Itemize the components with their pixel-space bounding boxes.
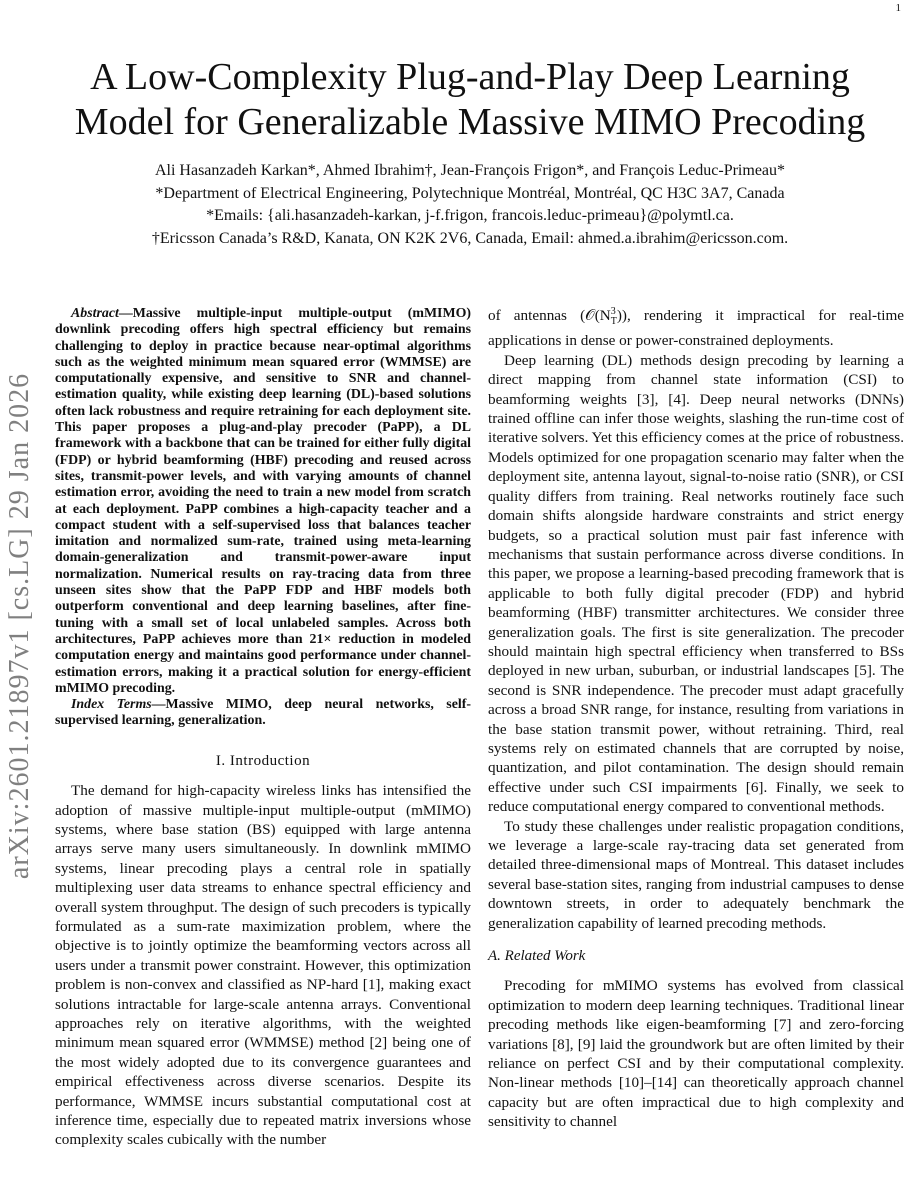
title-line-1: A Low-Complexity Plug-and-Play Deep Learning	[90, 56, 850, 98]
arxiv-stamp: arXiv:2601.21897v1 [cs.LG] 29 Jan 2026	[4, 372, 35, 880]
antenna-complexity-text: of antennas (𝒪(N	[488, 307, 611, 324]
left-column	[55, 306, 471, 1150]
intro-paragraph-1: The demand for high-capacity wireless links has intensified the adoption of massive multiple-input multiple-output (mMIMO) systems, where base station (BS) equipped with large antenna arrays serve many users simultaneously. In downlink mMIMO systems, linear precoding plays a central role in spatially multiplexing user data streams to enhance spectral efficiency and overall system throughput. The design of such precoders is typically formulated as a sum-rate maximization problem, where the objective is to jointly optimize the beamforming vectors across all users under a transmit power constraint. However, this optimization problem is non-convex and classified as NP-hard [1], making exact solutions intractable for large-scale antenna arrays. Conventional approaches rely on iterative algorithms, with the weighted minimum mean squared error (WMMSE) method [2] being one of the most widely adopted due to its convergence guarantees and empirical effectiveness across diverse scenarios. Despite its performance, WMMSE incurs substantial computational cost at inference time, especially due to repeated matrix inversions whose complexity scales cubically with the number	[55, 782, 471, 1149]
index-terms-text: —Massive MIMO, deep neural networks, self-supervised learning, generalization.	[55, 697, 471, 729]
abstract-text: —Massive multiple-input multiple-output (mMIMO) downlink precoding offers high spectral efficiency but remains challenging to deploy in practice because near-optimal algorithms such as the weighted minimum mean squared error (WMMSE) are computationally expensive, and sensitive to SNR and channel-estimation quality, while existing deep learning (DL)-based solutions often lack robustness and require retraining for each deployment site. This paper proposes a plug-and-play precoder (PaPP), a DL framework with a backbone that can be trained for either fully digital (FDP) or hybrid beamforming (HBF) precoding and reused across sites, transmit-power levels, and with varying amounts of channel estimation error, avoiding the need to train a new model from scratch at each deployment. PaPP combines a high-capacity teacher and a compact student with a self-supervised loss that balances teacher imitation and normalized sum-rate, trained using meta-learning domain-generalization and transmit-power-aware input normalization. Numerical results on ray-tracing data from three unseen sites show that the PaPP FDP and HBF models both outperform conventional and deep learning baselines, after fine-tuning with a small set of local unlabeled samples. Across both architectures, PaPP achieves more than 21× reduction in modeled computation energy and maintains good performance under channel-estimation errors, making it a practical solution for energy-efficient mMIMO precoding.	[55, 306, 471, 696]
intro-paragraph-3: To study these challenges under realistic propagation conditions, we leverage a large-scale ray-tracing data set generated from detailed three-dimensional maps of Montreal. This dataset includes several base-station sites, ranging from industrial campuses to dense downtown streets, in order to adequately benchmark the generalization capability of learned precoding methods.	[488, 817, 904, 932]
related-work-paragraph-1: Precoding for mMIMO systems has evolved from classical optimization to modern deep learning techniques. Traditional linear precoding methods like eigen-beamforming [7] and zero-forcing variations [8], [9] laid the groundwork but are often limited by their reliance on perfect CSI and by their computational complexity. Non-linear methods [10]–[14] can theoretically approach channel capacity but are often impractical due to high complexity and sensitivity to channel	[488, 977, 904, 1131]
right-column	[488, 306, 904, 1132]
subscript: T	[610, 316, 617, 328]
affiliation-2: *Emails: {ali.hasanzadeh-karkan, j-f.frigon, francois.leduc-primeau}@polymtl.ca.	[206, 207, 734, 224]
author-block	[40, 160, 900, 250]
subsection-heading-related-work: A. Related Work	[488, 948, 586, 965]
authors-line: Ali Hasanzadeh Karkan*, Ahmed Ibrahim†, Jean-François Frigon*, and François Leduc-Primeau*	[154, 162, 786, 179]
paper-title	[40, 55, 900, 145]
page-number: 1	[895, 2, 901, 14]
complexity-tail-text: )), rendering it impractical for real-time applications in dense or power-constrained deployments.	[488, 307, 904, 350]
affiliation-3: †Ericsson Canada’s R&D, Kanata, ON K2K 2V6, Canada, Email: ahmed.a.ibrahim@ericsson.com.	[151, 229, 789, 247]
intro-paragraph-2: Deep learning (DL) methods design precoding by learning a direct mapping from channel state information (CSI) to beamforming weights [3], [4]. Deep neural networks (DNNs) trained offline can infer those weights, slashing the run-time cost of iterative solvers. Yet this efficiency comes at the price of robustness. Models optimized for one propagation scenario may falter when the deployment site, antenna layout, signal-to-noise ratio (SNR), or CSI quality differs from training. Real networks routinely face such domain shifts alongside hardware constraints and strict energy budgets, so a practical solution must pair fast inference with mechanisms that sustain performance across diverse conditions. In this paper, we propose a learning-based precoding framework that is applicable to both fully digital precoder (FDP) and hybrid beamforming (HBF) transmitter architectures. We consider three generalization goals. The first is site generalization. The precoder should maintain high spectral efficiency when transferred to BSs deployed in new urban, suburban, or industrial landscapes [5]. The second is SNR independence. The precoder must adapt gracefully across a broad SNR range, for instance, resulting from variations in the base station transmit power, without retraining. Third, real systems rely on estimated channels that are corrupted by noise, quantization, and pilot contamination. The design should remain effective under such CSI impairments [6]. Finally, we seek to reduce computational energy compared to conventional methods.	[488, 351, 905, 816]
abstract-label: Abstract	[71, 306, 119, 321]
index-terms	[55, 697, 471, 730]
section-heading-introduction: I. Introduction	[215, 752, 311, 769]
index-terms-label: Index Terms	[71, 697, 152, 713]
abstract	[55, 306, 471, 697]
intro-paragraph-continued	[488, 306, 904, 351]
title-line-2: Model for Generalizable Massive MIMO Precoding	[74, 101, 866, 143]
exponent: 3	[610, 305, 616, 317]
affiliation-1: *Department of Electrical Engineering, Polytechnique Montréal, Montréal, QC H3C 3A7, Canada	[155, 184, 785, 202]
